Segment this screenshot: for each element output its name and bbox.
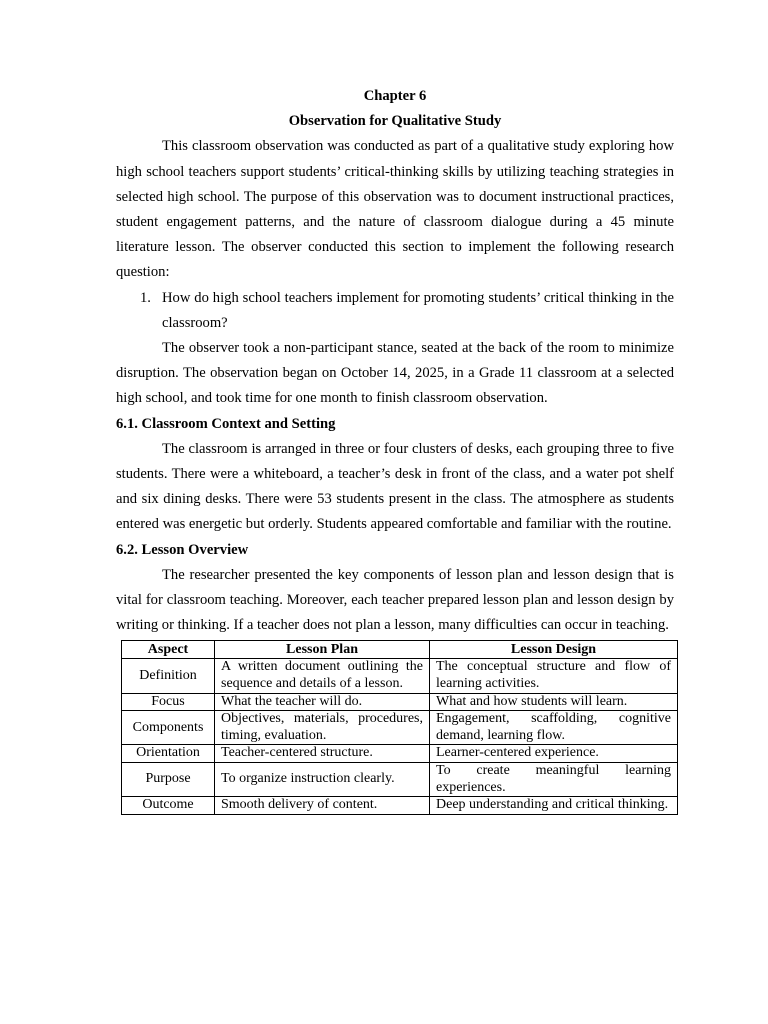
cell-aspect: Definition	[122, 659, 215, 693]
cell-design: Engagement, scaffolding, cognitive demand, learning flow.	[430, 711, 678, 745]
chapter-subtitle: Observation for Qualitative Study	[288, 113, 502, 130]
cell-design: What and how students will learn.	[430, 693, 678, 711]
cell-plan: Smooth delivery of content.	[215, 797, 430, 815]
cell-plan: To organize instruction clearly.	[215, 763, 430, 797]
table-row	[122, 659, 678, 693]
table-header-row	[122, 641, 678, 659]
cell-aspect: Orientation	[122, 745, 215, 763]
list-item-number: 1.	[140, 289, 151, 306]
header-lesson-design: Lesson Design	[430, 641, 678, 659]
lesson-comparison-table	[121, 640, 678, 814]
section-heading-overview: 6.2. Lesson Overview	[116, 541, 249, 558]
cell-aspect: Outcome	[122, 797, 215, 815]
cell-plan: Teacher-centered structure.	[215, 745, 430, 763]
table-row	[122, 693, 678, 711]
cell-plan: A written document outlining the sequence and details of a lesson.	[215, 659, 430, 693]
research-question-list	[116, 286, 674, 336]
list-item	[116, 286, 674, 336]
cell-aspect: Focus	[122, 693, 215, 711]
table-row	[122, 745, 678, 763]
cell-design: To create meaningful learning experiences.	[430, 763, 678, 797]
header-lesson-plan: Lesson Plan	[215, 641, 430, 659]
table-row	[122, 797, 678, 815]
cell-plan: Objectives, materials, procedures, timing, evaluation.	[215, 711, 430, 745]
context-paragraph: The classroom is arranged in three or four clusters of desks, each grouping three to five students. There were a whiteboard, a teacher’s desk in front of the class, and a water pot shelf and six dining desks. There were 53 students present in the class. The atmosphere as students entered was energetic but orderly. Students appeared comfortable and familiar with the routine.	[116, 440, 674, 533]
header-aspect: Aspect	[122, 641, 215, 659]
cell-plan: What the teacher will do.	[215, 693, 430, 711]
overview-paragraph: The researcher presented the key components of lesson plan and lesson design that is vital for classroom teaching. Moreover, each teacher prepared lesson plan and lesson design by writing or thinking. If a teacher does not plan a lesson, many difficulties can occur in teaching.	[116, 566, 674, 634]
cell-aspect: Components	[122, 711, 215, 745]
section-heading-context: 6.1. Classroom Context and Setting	[116, 415, 336, 432]
table-row	[122, 763, 678, 797]
intro-paragraph: This classroom observation was conducted as part of a qualitative study exploring how high school teachers support students’ critical-thinking skills by utilizing teaching strategies in selected high school. The purpose of this observation was to document instructional practices, student engagement patterns, and the nature of classroom dialogue during a 45 minute literature lesson. The observer conducted this section to implement the following research question:	[116, 138, 674, 281]
table-row	[122, 711, 678, 745]
document-page	[116, 84, 674, 815]
cell-aspect: Purpose	[122, 763, 215, 797]
cell-design: Learner-centered experience.	[430, 745, 678, 763]
observer-paragraph: The observer took a non-participant stance, seated at the back of the room to minimize disruption. The observation began on October 14, 2025, in a Grade 11 classroom at a selected high school, and took time for one month to finish classroom observation.	[116, 340, 674, 407]
cell-design: Deep understanding and critical thinking.	[430, 797, 678, 815]
cell-design: The conceptual structure and flow of learning activities.	[430, 659, 678, 693]
list-item-text: How do high school teachers implement for promoting students’ critical thinking in the classroom?	[162, 289, 674, 331]
chapter-title: Chapter 6	[363, 88, 427, 104]
